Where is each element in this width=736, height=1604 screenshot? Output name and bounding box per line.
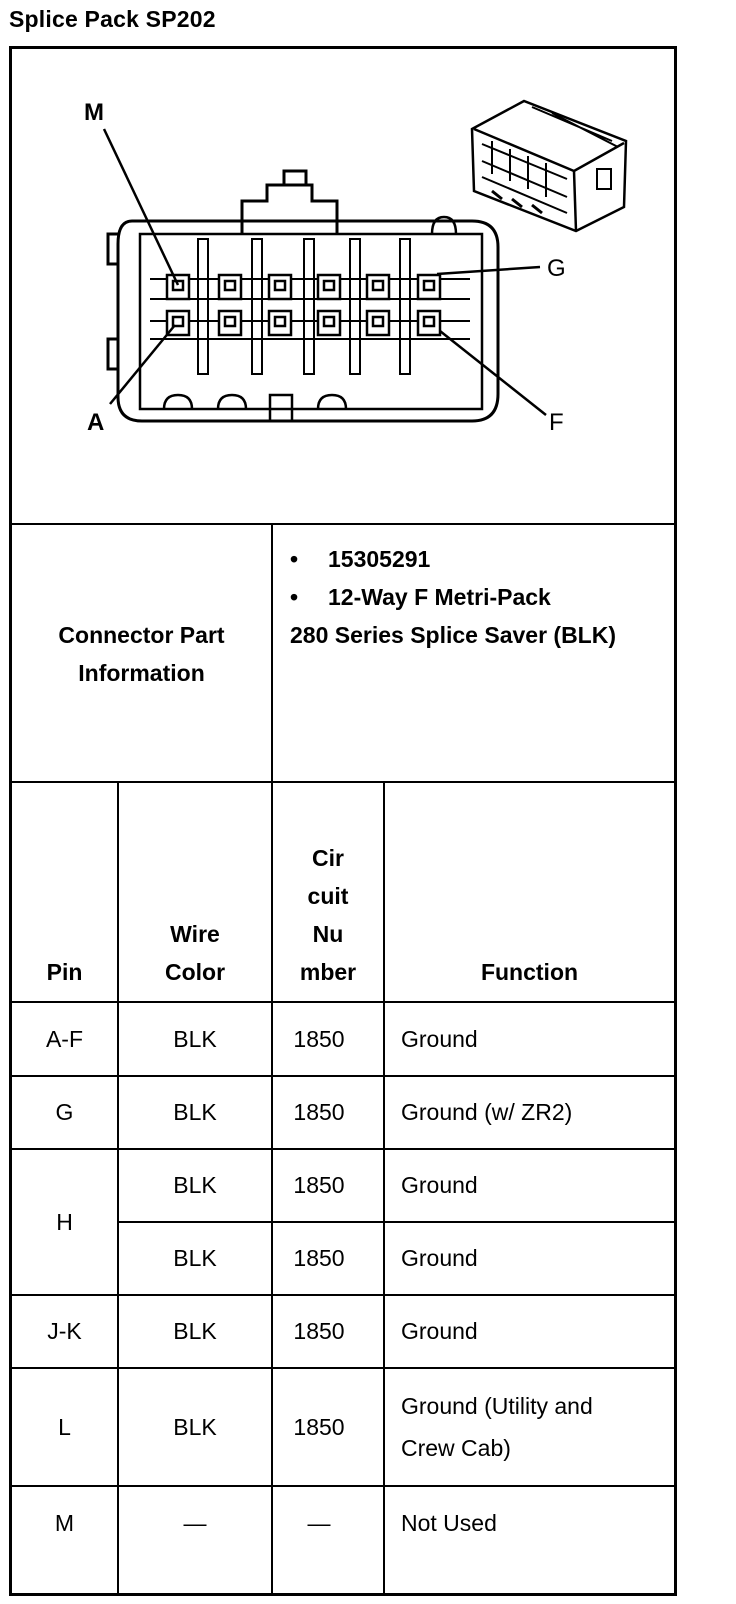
header-label: Pin bbox=[46, 959, 83, 985]
circuit-cell: 1850 bbox=[293, 1413, 345, 1440]
wire-color-cell: BLK bbox=[173, 1413, 217, 1440]
wire-color-cell: BLK bbox=[173, 1172, 217, 1198]
function-cell bbox=[385, 1369, 674, 1485]
function-cell: Ground bbox=[401, 1025, 478, 1052]
divider bbox=[12, 523, 674, 525]
pin-label-g: G bbox=[547, 255, 566, 282]
pin-label-a: A bbox=[87, 409, 105, 436]
pin-cell: M bbox=[54, 1509, 75, 1536]
list-item: • 15305291 bbox=[290, 540, 670, 578]
circuit-cell: 1850 bbox=[293, 1099, 345, 1125]
header-label: mber bbox=[299, 959, 357, 985]
header-label: Color bbox=[164, 959, 226, 985]
part-number: 15305291 bbox=[328, 546, 431, 572]
circuit-cell: 1850 bbox=[293, 1318, 345, 1344]
circuit-cell: — bbox=[307, 1509, 331, 1536]
header-label: cuit bbox=[307, 883, 349, 909]
column-header-function bbox=[385, 783, 674, 991]
circuit-cell: 1850 bbox=[293, 1245, 345, 1271]
function-cell: Not Used bbox=[401, 1509, 497, 1536]
wire-color-cell: BLK bbox=[173, 1245, 217, 1271]
circuit-cell: 1850 bbox=[293, 1025, 345, 1052]
pin-label-m: M bbox=[84, 99, 104, 126]
column-header-pin bbox=[12, 783, 117, 991]
pin-cell: H bbox=[56, 1208, 73, 1235]
pin-cell: L bbox=[58, 1413, 71, 1440]
wire-color-cell: BLK bbox=[173, 1099, 217, 1125]
wire-color-cell: BLK bbox=[173, 1318, 217, 1344]
column-header-circuit-number bbox=[273, 783, 383, 991]
connector-info-value bbox=[290, 540, 670, 654]
wire-color-cell: — bbox=[183, 1509, 207, 1536]
connector-3d-icon bbox=[472, 101, 626, 231]
function-cell: Ground bbox=[401, 1172, 478, 1198]
connector-diagram bbox=[12, 49, 674, 523]
pin-label-f: F bbox=[549, 409, 564, 436]
page-title: Splice Pack SP202 bbox=[9, 6, 216, 32]
circuit-cell: 1850 bbox=[293, 1172, 345, 1198]
connector-type: 12-Way F Metri-Pack bbox=[328, 584, 551, 610]
header-label: Function bbox=[480, 959, 579, 985]
header-label: Cir bbox=[312, 845, 344, 871]
pin-cell: G bbox=[55, 1099, 74, 1125]
connector-info-label: Connector Part Information bbox=[58, 622, 225, 686]
list-item: • 12-Way F Metri-Pack bbox=[290, 578, 670, 616]
connector-description: 280 Series Splice Saver (BLK) bbox=[290, 622, 616, 648]
connector-drawing bbox=[12, 49, 674, 523]
pin-cell: A-F bbox=[45, 1025, 84, 1052]
function-text-line: Crew Cab) bbox=[401, 1435, 511, 1461]
header-label: Wire bbox=[170, 921, 220, 947]
pin-cell: J-K bbox=[47, 1318, 82, 1344]
header-label: Nu bbox=[312, 921, 344, 947]
function-cell: Ground (w/ ZR2) bbox=[401, 1099, 573, 1125]
function-cell: Ground bbox=[401, 1245, 478, 1271]
function-text-line: Ground (Utility and bbox=[401, 1393, 593, 1419]
function-cell: Ground bbox=[401, 1318, 478, 1344]
column-header-wire-color bbox=[119, 783, 271, 991]
wire-color-cell: BLK bbox=[173, 1025, 217, 1052]
